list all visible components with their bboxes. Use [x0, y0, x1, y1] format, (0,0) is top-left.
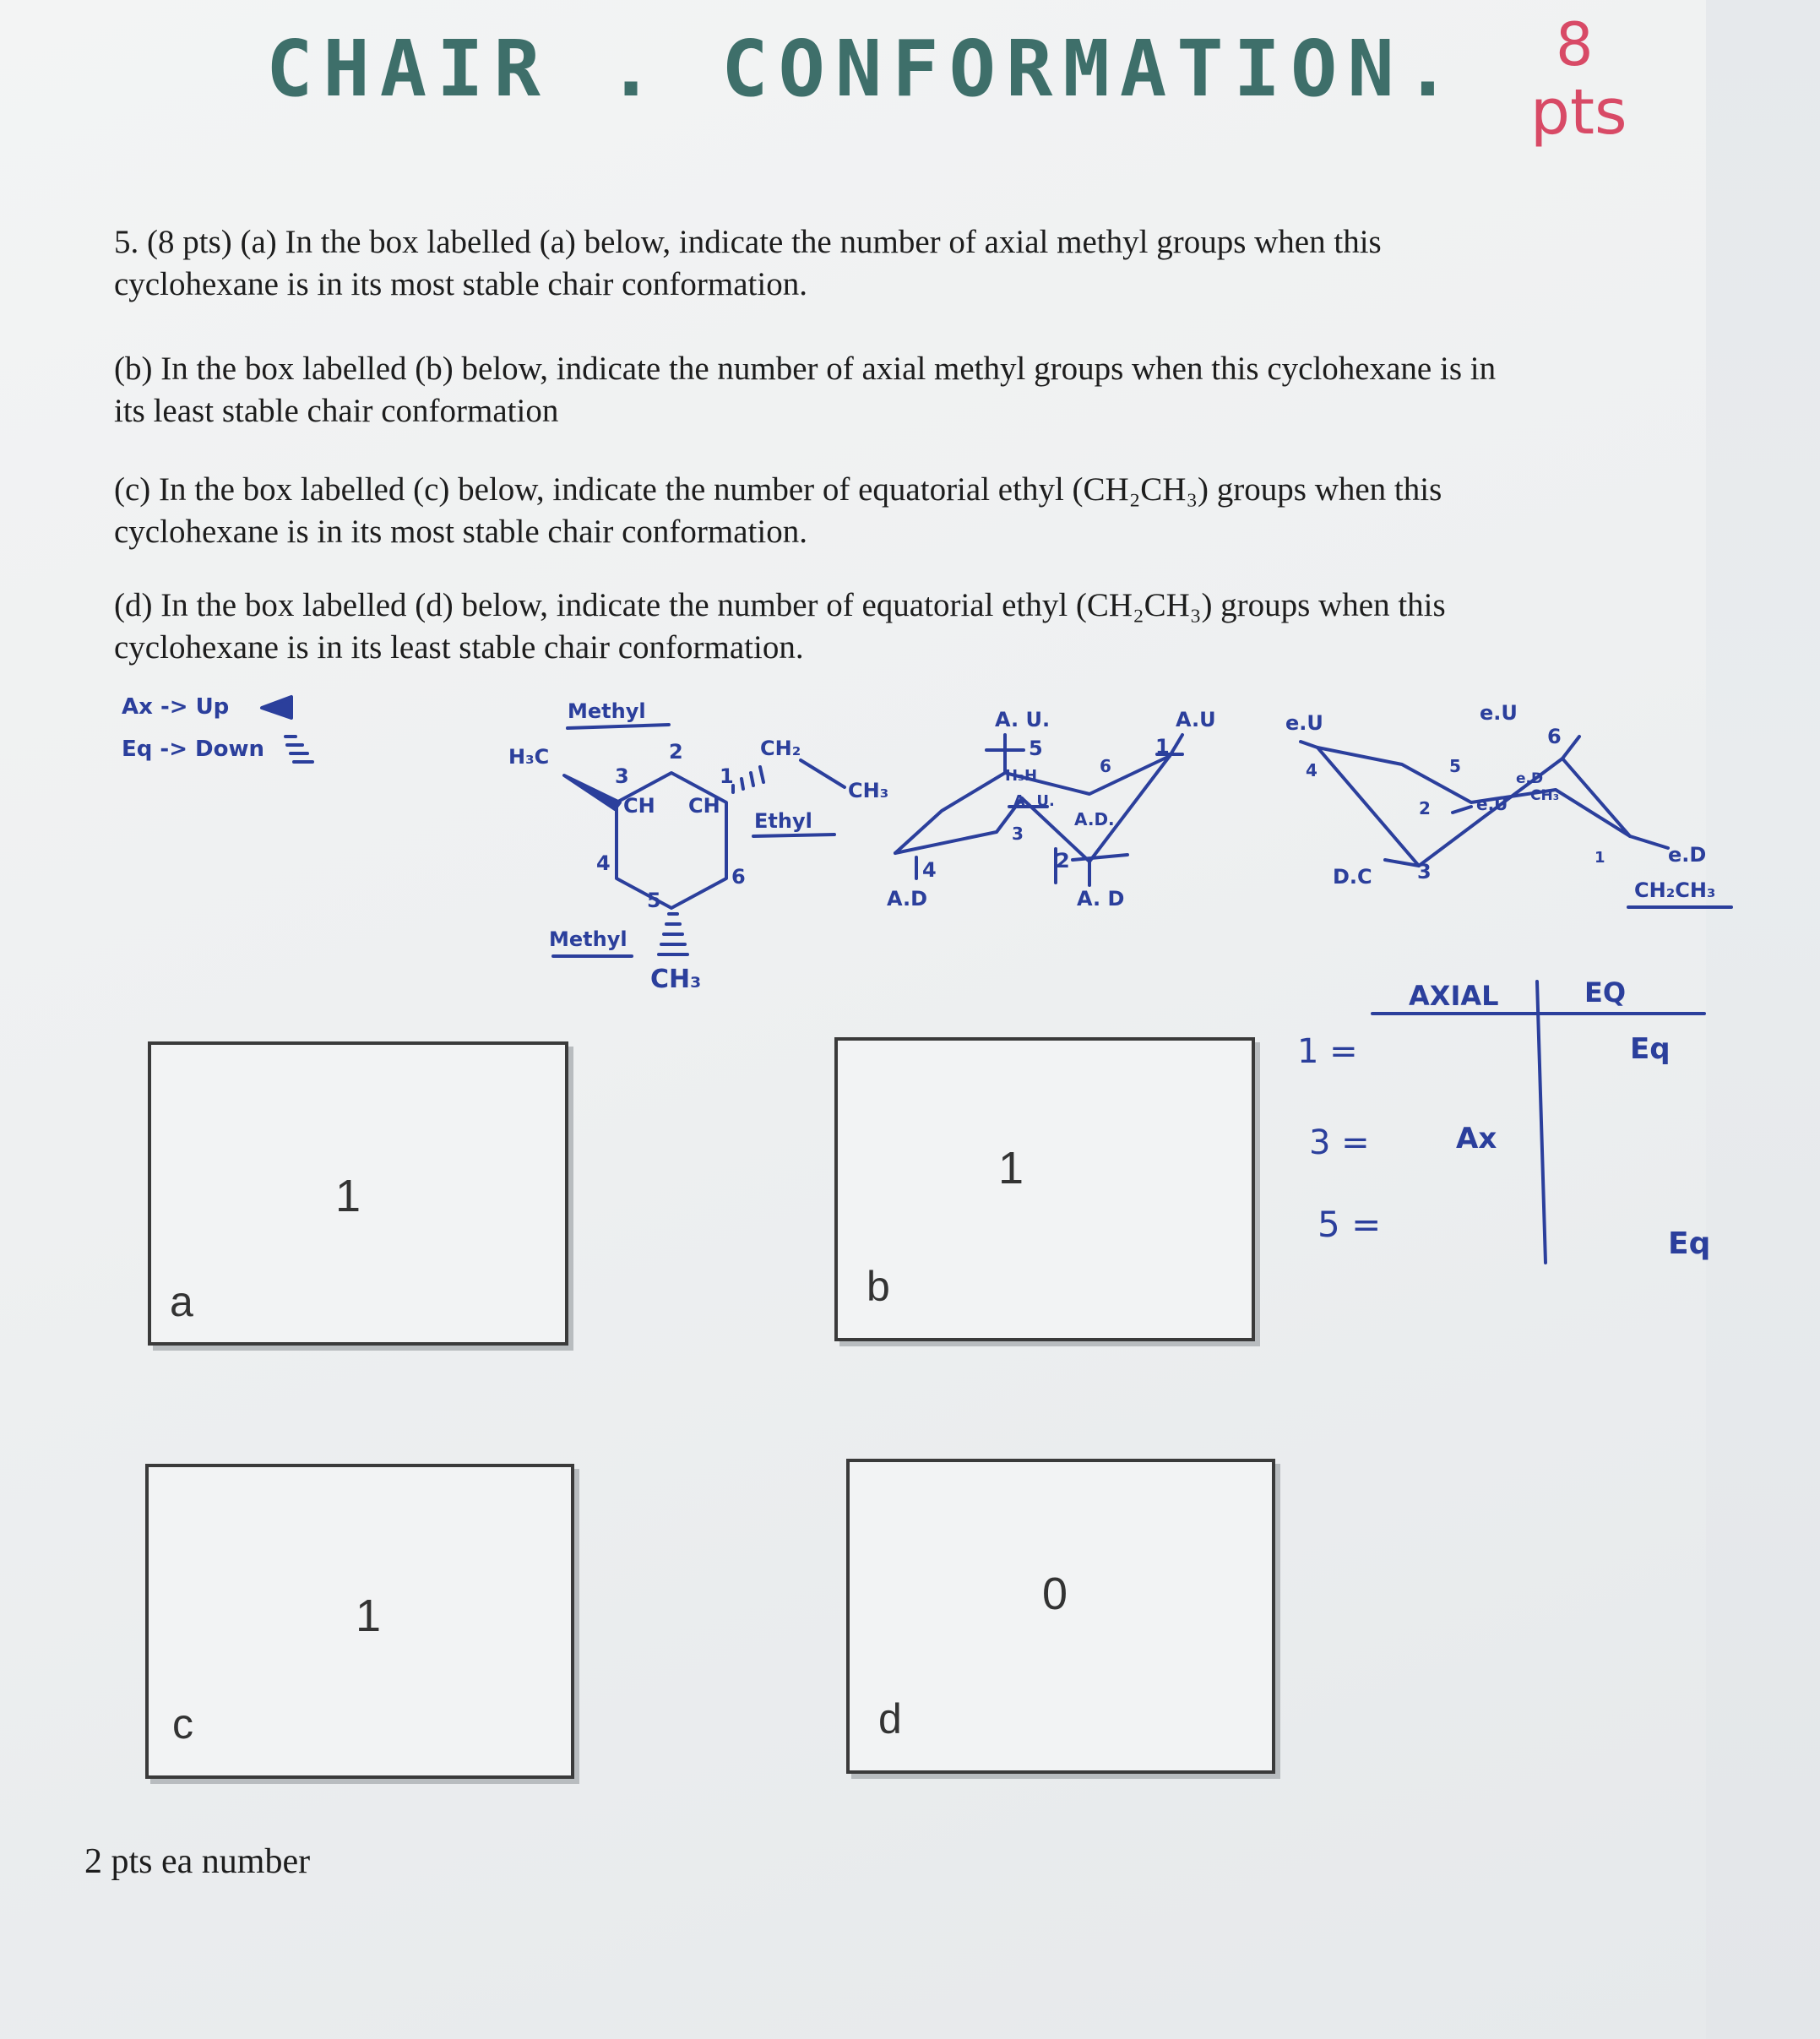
chair1-ad-mid: A.D. — [1074, 809, 1115, 829]
table-row-1-label: 1 = — [1297, 1032, 1358, 1071]
chair2-eu-left: e.U — [1285, 711, 1323, 735]
chair2-n2: 2 — [1419, 798, 1431, 818]
chair1-ad-left: A.D — [887, 887, 928, 911]
chair2-n1: 1 — [1595, 849, 1605, 867]
chair1-n1: 1 — [1155, 735, 1170, 759]
answer-box-c[interactable] — [145, 1464, 574, 1779]
cyclohexane-ring — [617, 773, 726, 908]
label-n4: 4 — [596, 851, 611, 875]
label-n5: 5 — [647, 889, 661, 912]
label-methyl-top: Methyl — [568, 699, 646, 723]
table-divider-line — [1537, 981, 1546, 1263]
question-b: (b) In the box labelled (b) below, indicate the number of axial methyl groups when this cyclohexane is in its least stable chair conformation — [114, 351, 1497, 429]
chair2-ch3-small: CH₃ — [1530, 787, 1560, 804]
table-row-5-eq: Eq — [1668, 1226, 1711, 1261]
table-row-5-label: 5 = — [1317, 1204, 1382, 1245]
chair1-au-mid: A. U. — [1013, 792, 1055, 810]
points-note: 2 pts ea number — [84, 1842, 311, 1881]
legend-axial: Ax -> Up — [122, 694, 230, 720]
label-methyl-bottom: Methyl — [549, 927, 627, 951]
answer-d-value: 0 — [1042, 1569, 1068, 1619]
question-c: (c) In the box labelled (c) below, indicate the number of equatorial ethyl (CH₂CH₃) groups when this cyclohexane is in its most stable chair conformation. — [114, 471, 1442, 550]
table-row-3-label: 3 = — [1309, 1123, 1370, 1162]
chair2-eu-top: e.U — [1480, 701, 1518, 725]
answer-d-letter: d — [878, 1695, 902, 1743]
chair2-ed-small: e.D — [1516, 770, 1544, 787]
label-n3: 3 — [615, 764, 629, 788]
question-d: (d) In the box labelled (d) below, indicate the number of equatorial ethyl (CH₂CH₃) groups when this cyclohexane is in its least stable chair conformation. — [114, 587, 1446, 666]
answer-box-a[interactable] — [148, 1041, 568, 1346]
chair2-dc: D.C — [1333, 865, 1372, 889]
legend-equatorial: Eq -> Down — [122, 737, 265, 762]
chair2-ed-right: e.D — [1668, 843, 1707, 867]
table-row-3-axial: Ax — [1456, 1122, 1497, 1155]
label-ch2: CH₂ — [760, 737, 801, 760]
table-header-axial: AXIAL — [1409, 980, 1499, 1012]
answer-c-value: 1 — [356, 1590, 382, 1641]
question-a: 5. (8 pts) (a) In the box labelled (a) below, indicate the number of axial methyl groups when this cyclohexane is in its most stable chair conformation. — [114, 224, 1382, 302]
chair1-n2: 2 — [1056, 849, 1070, 873]
answer-box-b[interactable] — [834, 1037, 1255, 1341]
ethyl-hash-bond — [733, 767, 763, 792]
answer-b-letter: b — [867, 1263, 890, 1310]
chair1-n5: 5 — [1029, 737, 1043, 760]
label-h3c: H₃C — [508, 745, 550, 769]
wedge-bond-icon — [262, 697, 291, 718]
hash-bond-icon — [285, 737, 312, 762]
label-n1: 1 — [720, 764, 734, 788]
page-title: CHAIR . CONFORMATION. — [266, 24, 1462, 114]
chair1-n4: 4 — [922, 858, 937, 882]
table-header-eq: EQ — [1584, 976, 1627, 1009]
label-ethyl: Ethyl — [754, 809, 812, 833]
answer-b-value: 1 — [998, 1143, 1024, 1193]
points-number: 8 — [1556, 10, 1594, 79]
answer-a-letter: a — [170, 1278, 193, 1325]
chair1-n6: 6 — [1100, 756, 1111, 776]
chair1-au-right: A.U — [1176, 708, 1216, 731]
answer-c-letter: c — [172, 1700, 193, 1748]
label-ch-right: CH — [688, 794, 720, 818]
label-ch3-bottom: CH₃ — [650, 965, 702, 994]
chair2-n4: 4 — [1306, 760, 1317, 780]
answer-box-d[interactable] — [846, 1459, 1275, 1774]
methyl-wedge — [564, 775, 620, 809]
chair1-au-top: A. U. — [995, 708, 1051, 731]
table-row-1-eq: Eq — [1630, 1032, 1671, 1066]
points-unit: pts — [1530, 76, 1627, 149]
chair2-n6: 6 — [1547, 725, 1562, 748]
label-n2: 2 — [669, 740, 683, 764]
answer-a-value: 1 — [335, 1171, 361, 1221]
chair2-n3: 3 — [1417, 860, 1432, 884]
label-ch3-right: CH₃ — [848, 779, 889, 802]
label-ch-left: CH — [623, 794, 655, 818]
chair2-eu-mid: e.U — [1476, 794, 1508, 814]
chair1-h3h: H₃H — [1005, 767, 1038, 785]
chair1-ad-right: A. D — [1077, 887, 1125, 911]
label-n6: 6 — [731, 865, 746, 889]
chair1-n3: 3 — [1012, 824, 1024, 844]
chair2-n5: 5 — [1449, 756, 1461, 776]
chair2-ch2ch3: CH₂CH₃ — [1634, 878, 1716, 902]
methyl-hash-bond — [659, 914, 687, 954]
